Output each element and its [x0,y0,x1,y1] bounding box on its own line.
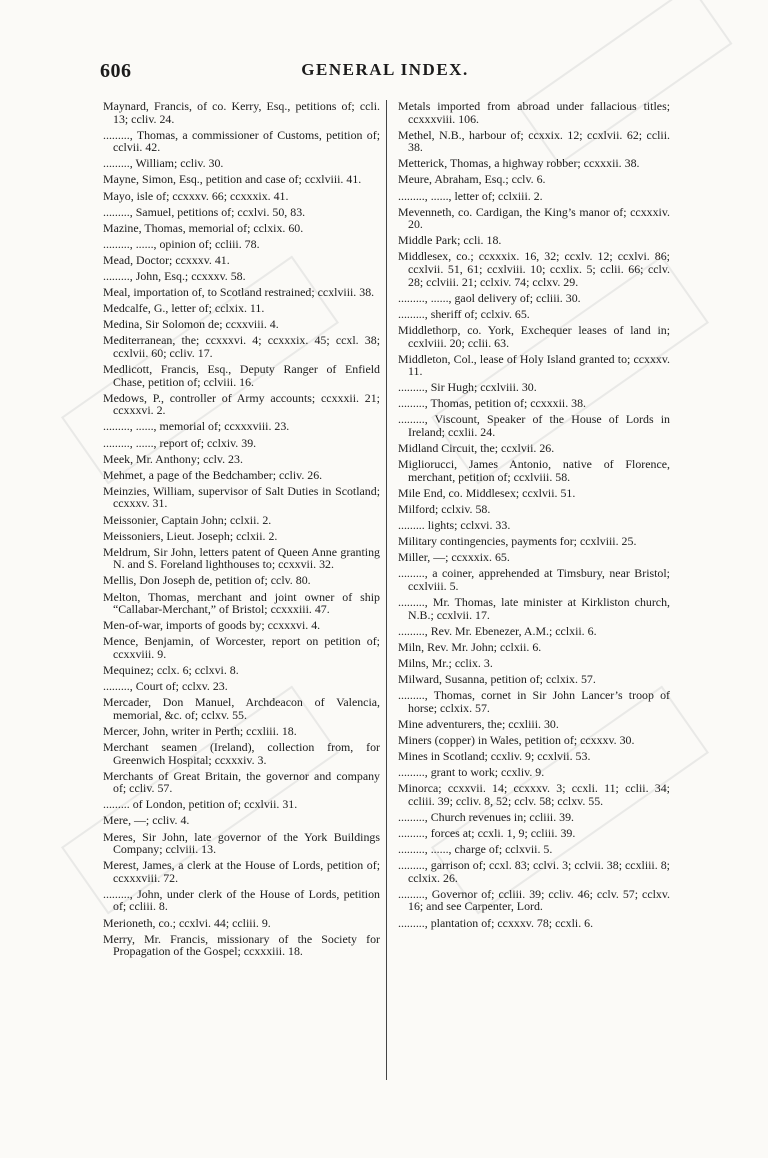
index-entry: Mere, —; ccliv. 4. [103,813,190,828]
index-entry: ........., Rev. Mr. Ebenezer, A.M.; cclxii. 6. [398,623,597,638]
index-entry: ........., Thomas, a commissioner of Customs, petition of; cclvii. 42. [103,127,380,155]
index-entry: Mazine, Thomas, memorial of; cclxix. 60. [103,220,304,235]
index-entry: Milward, Susanna, petition of; cclxix. 57. [398,672,596,687]
index-entry: Metterick, Thomas, a highway robber; ccxxxii. 38. [398,156,640,171]
running-title: GENERAL INDEX. [301,60,469,79]
index-entry: Metals imported from abroad under fallacious titles; ccxxxviii. 106. [398,99,670,126]
index-entry: Maynard, Francis, of co. Kerry, Esq., petitions of; ccli. 13; ccliv. 24. [103,99,380,126]
index-entry: Mehmet, a page of the Bedchamber; ccliv. 26. [103,467,323,482]
index-entry: Midland Circuit, the; ccxlvii. 26. [398,441,555,456]
index-entry: Mence, Benjamin, of Worcester, report on petition of; ccxxviii. 9. [103,634,380,661]
index-entry: ........., ......, opinion of; ccliii. 78. [103,236,260,251]
index-entry: ........., Thomas, petition of; ccxxxii. 38. [398,396,587,411]
index-entry: ......... lights; cclxvi. 33. [398,518,511,533]
index-entry: Mequinez; cclx. 6; cclxvi. 8. [103,662,239,677]
index-entry: Medows, P., controller of Army accounts; ccxxxii. 21; ccxxxvi. 2. [103,390,380,418]
index-entry: Mead, Doctor; ccxxxv. 41. [103,252,230,267]
index-entry: Merest, James, a clerk at the House of Lords, petition of; ccxxxviii. 72. [103,858,380,885]
index-entry: Miln, Rev. Mr. John; cclxii. 6. [398,639,542,654]
index-entry: Middleton, Col., lease of Holy Island granted to; ccxxxv. 11. [398,351,670,379]
index-entry: Miners (copper) in Wales, petition of; ccxxxv. 30. [398,732,635,747]
page-number: 606 [100,60,132,82]
index-entry: Methel, N.B., harbour of; ccxxix. 12; ccxlvii. 62; cclii. 38. [398,127,670,155]
index-entry: ........., a coiner, apprehended at Timsbury, near Bristol; ccxlviii. 5. [398,566,670,593]
index-column-right [398,100,670,933]
index-entry: Mines in Scotland; ccxliv. 9; ccxlvii. 53. [398,749,591,764]
column-divider [386,100,387,1080]
index-entry: Mevenneth, co. Cardigan, the King’s manor of; ccxxxiv. 20. [398,204,670,232]
index-column-left [103,100,380,961]
index-entry: Meal, importation of, to Scotland restrained; ccxlviii. 38. [103,285,375,300]
index-entry: ........., Sir Hugh; ccxlviii. 30. [398,380,537,395]
index-entry: ........., ......, report of; cclxiv. 39. [103,435,257,450]
index-entry: Mine adventurers, the; ccxliii. 30. [398,716,559,731]
index-entry: Mediterranean, the; ccxxxvi. 4; ccxxxix. 45; ccxl. 38; ccxlvii. 60; ccliv. 17. [103,333,380,360]
index-entry: ........., ......, memorial of; ccxxxviii. 23. [103,419,290,434]
index-entry: Medcalfe, G., letter of; cclxix. 11. [103,301,265,316]
index-entry: Merioneth, co.; ccxlvi. 44; ccliii. 9. [103,915,271,930]
index-entry: Merchants of Great Britain, the governor and company of; ccliv. 57. [103,768,380,796]
index-entry: Meure, Abraham, Esq.; cclv. 6. [398,172,546,187]
index-entry: Meldrum, Sir John, letters patent of Queen Anne granting N. and S. Foreland lighthouses to; ccxxvii. 32. [103,544,380,572]
index-entry: ........., John, under clerk of the House of Lords, petition of; ccliii. 8. [103,886,380,914]
index-entry: Mayo, isle of; ccxxxv. 66; ccxxxix. 41. [103,188,289,203]
index-entry: ........., Thomas, cornet in Sir John Lancer’s troop of horse; cclxix. 57. [398,688,670,715]
index-entry: ........., Court of; cclxv. 23. [103,679,228,694]
index-entry: Merry, Mr. Francis, missionary of the Society for Propagation of the Gospel; ccxxxiii. 18. [103,931,380,959]
index-entry: Meres, Sir John, late governor of the York Buildings Company; cclviii. 13. [103,829,380,857]
index-entry: ........., Church revenues in; ccliii. 39. [398,809,575,824]
index-entry: ........., Mr. Thomas, late minister at Kirkliston church, N.B.; ccxlvii. 17. [398,595,670,622]
index-entry: Mercer, John, writer in Perth; ccxliii. 18. [103,723,297,738]
index-entry: Meissonier, Captain John; cclxii. 2. [103,512,272,527]
index-entry: ........., ......, letter of; cclxiii. 2. [398,188,543,203]
index-entry: Minorca; ccxxvii. 14; ccxxxv. 3; ccxli. 11; cclii. 34; ccliii. 39; ccliv. 8, 52; cclv. 58; cclxv. 55. [398,781,670,808]
index-entry: Milns, Mr.; cclix. 3. [398,655,493,670]
index-entry: Men-of-war, imports of goods by; ccxxxvi. 4. [103,618,321,633]
index-entry: Mercader, Don Manuel, Archdeacon of Valencia, memorial, &c. of; cclxv. 55. [103,695,380,722]
index-entry: Miller, —; ccxxxix. 65. [398,550,510,565]
index-entry: Meinzies, William, supervisor of Salt Duties in Scotland; ccxxxv. 31. [103,483,380,511]
index-entry: ........., sheriff of; cclxiv. 65. [398,306,530,321]
index-entry: ........., Viscount, Speaker of the House of Lords in Ireland; ccxlii. 24. [398,412,670,440]
index-entry: Medina, Sir Solomon de; ccxxviii. 4. [103,317,279,332]
index-entry: Milford; cclxiv. 58. [398,502,491,517]
index-entry: ........., forces at; ccxli. 1, 9; ccliii. 39. [398,826,576,840]
index-entry: Meissoniers, Lieut. Joseph; cclxii. 2. [103,528,278,543]
index-entry: Medlicott, Francis, Esq., Deputy Ranger of Enfield Chase, petition of; cclviii. 16. [103,362,380,389]
index-entry: ........., plantation of; ccxxxv. 78; ccxli. 6. [398,915,594,930]
index-entry: ........., grant to work; ccxliv. 9. [398,765,545,780]
index-entry: Middle Park; ccli. 18. [398,233,502,248]
index-entry: ........., Samuel, petitions of; ccxlvi. 50, 83. [103,204,306,219]
index-entry: Migliorucci, James Antonio, native of Florence, merchant, petition of; ccxlviii. 58. [398,457,670,484]
index-entry: Meek, Mr. Anthony; cclv. 23. [103,451,243,466]
index-entry: ........., ......, gaol delivery of; ccliii. 30. [398,290,581,305]
index-entry: Mellis, Don Joseph de, petition of; cclv. 80. [103,573,311,588]
index-entry: Merchant seamen (Ireland), collection from, for Greenwich Hospital; ccxxxiv. 3. [103,739,380,767]
index-entry: ........., ......, charge of; cclxvii. 5. [398,842,553,857]
index-entry: Middlethorp, co. York, Exchequer leases of land in; ccxlviii. 20; cclii. 63. [398,322,670,350]
index-entry: Mile End, co. Middlesex; ccxlvii. 51. [398,485,576,500]
index-entry: ........., Governor of; ccliii. 39; ccliv. 46; cclv. 57; cclxv. 16; and see Carpenter, Lord. [398,886,670,914]
index-entry: Military contingencies, payments for; ccxlviii. 25. [398,534,637,549]
index-entry: ......... of London, petition of; ccxlvii. 31. [103,797,298,812]
index-entry: ........., William; ccliv. 30. [103,156,224,171]
page-header [100,60,670,84]
index-entry: Mayne, Simon, Esq., petition and case of; ccxlviii. 41. [103,172,362,187]
index-entry: Melton, Thomas, merchant and joint owner of ship “Callabar-Merchant,” of Bristol; ccxxxiii. 47. [103,589,380,617]
index-entry: ........., garrison of; ccxl. 83; cclvi. 3; cclvii. 38; ccxliii. 8; cclxix. 26. [398,858,670,885]
index-entry: Middlesex, co.; ccxxxix. 16, 32; ccxlv. 12; ccxlvi. 86; ccxlvii. 51, 61; ccxlviii. 10; ccxlix. 5; cclii. 66; cclv. 28; cclviii. 21; cclxiv. 74; cclxv. 29. [398,249,670,289]
index-entry: ........., John, Esq.; ccxxxv. 58. [103,269,246,284]
